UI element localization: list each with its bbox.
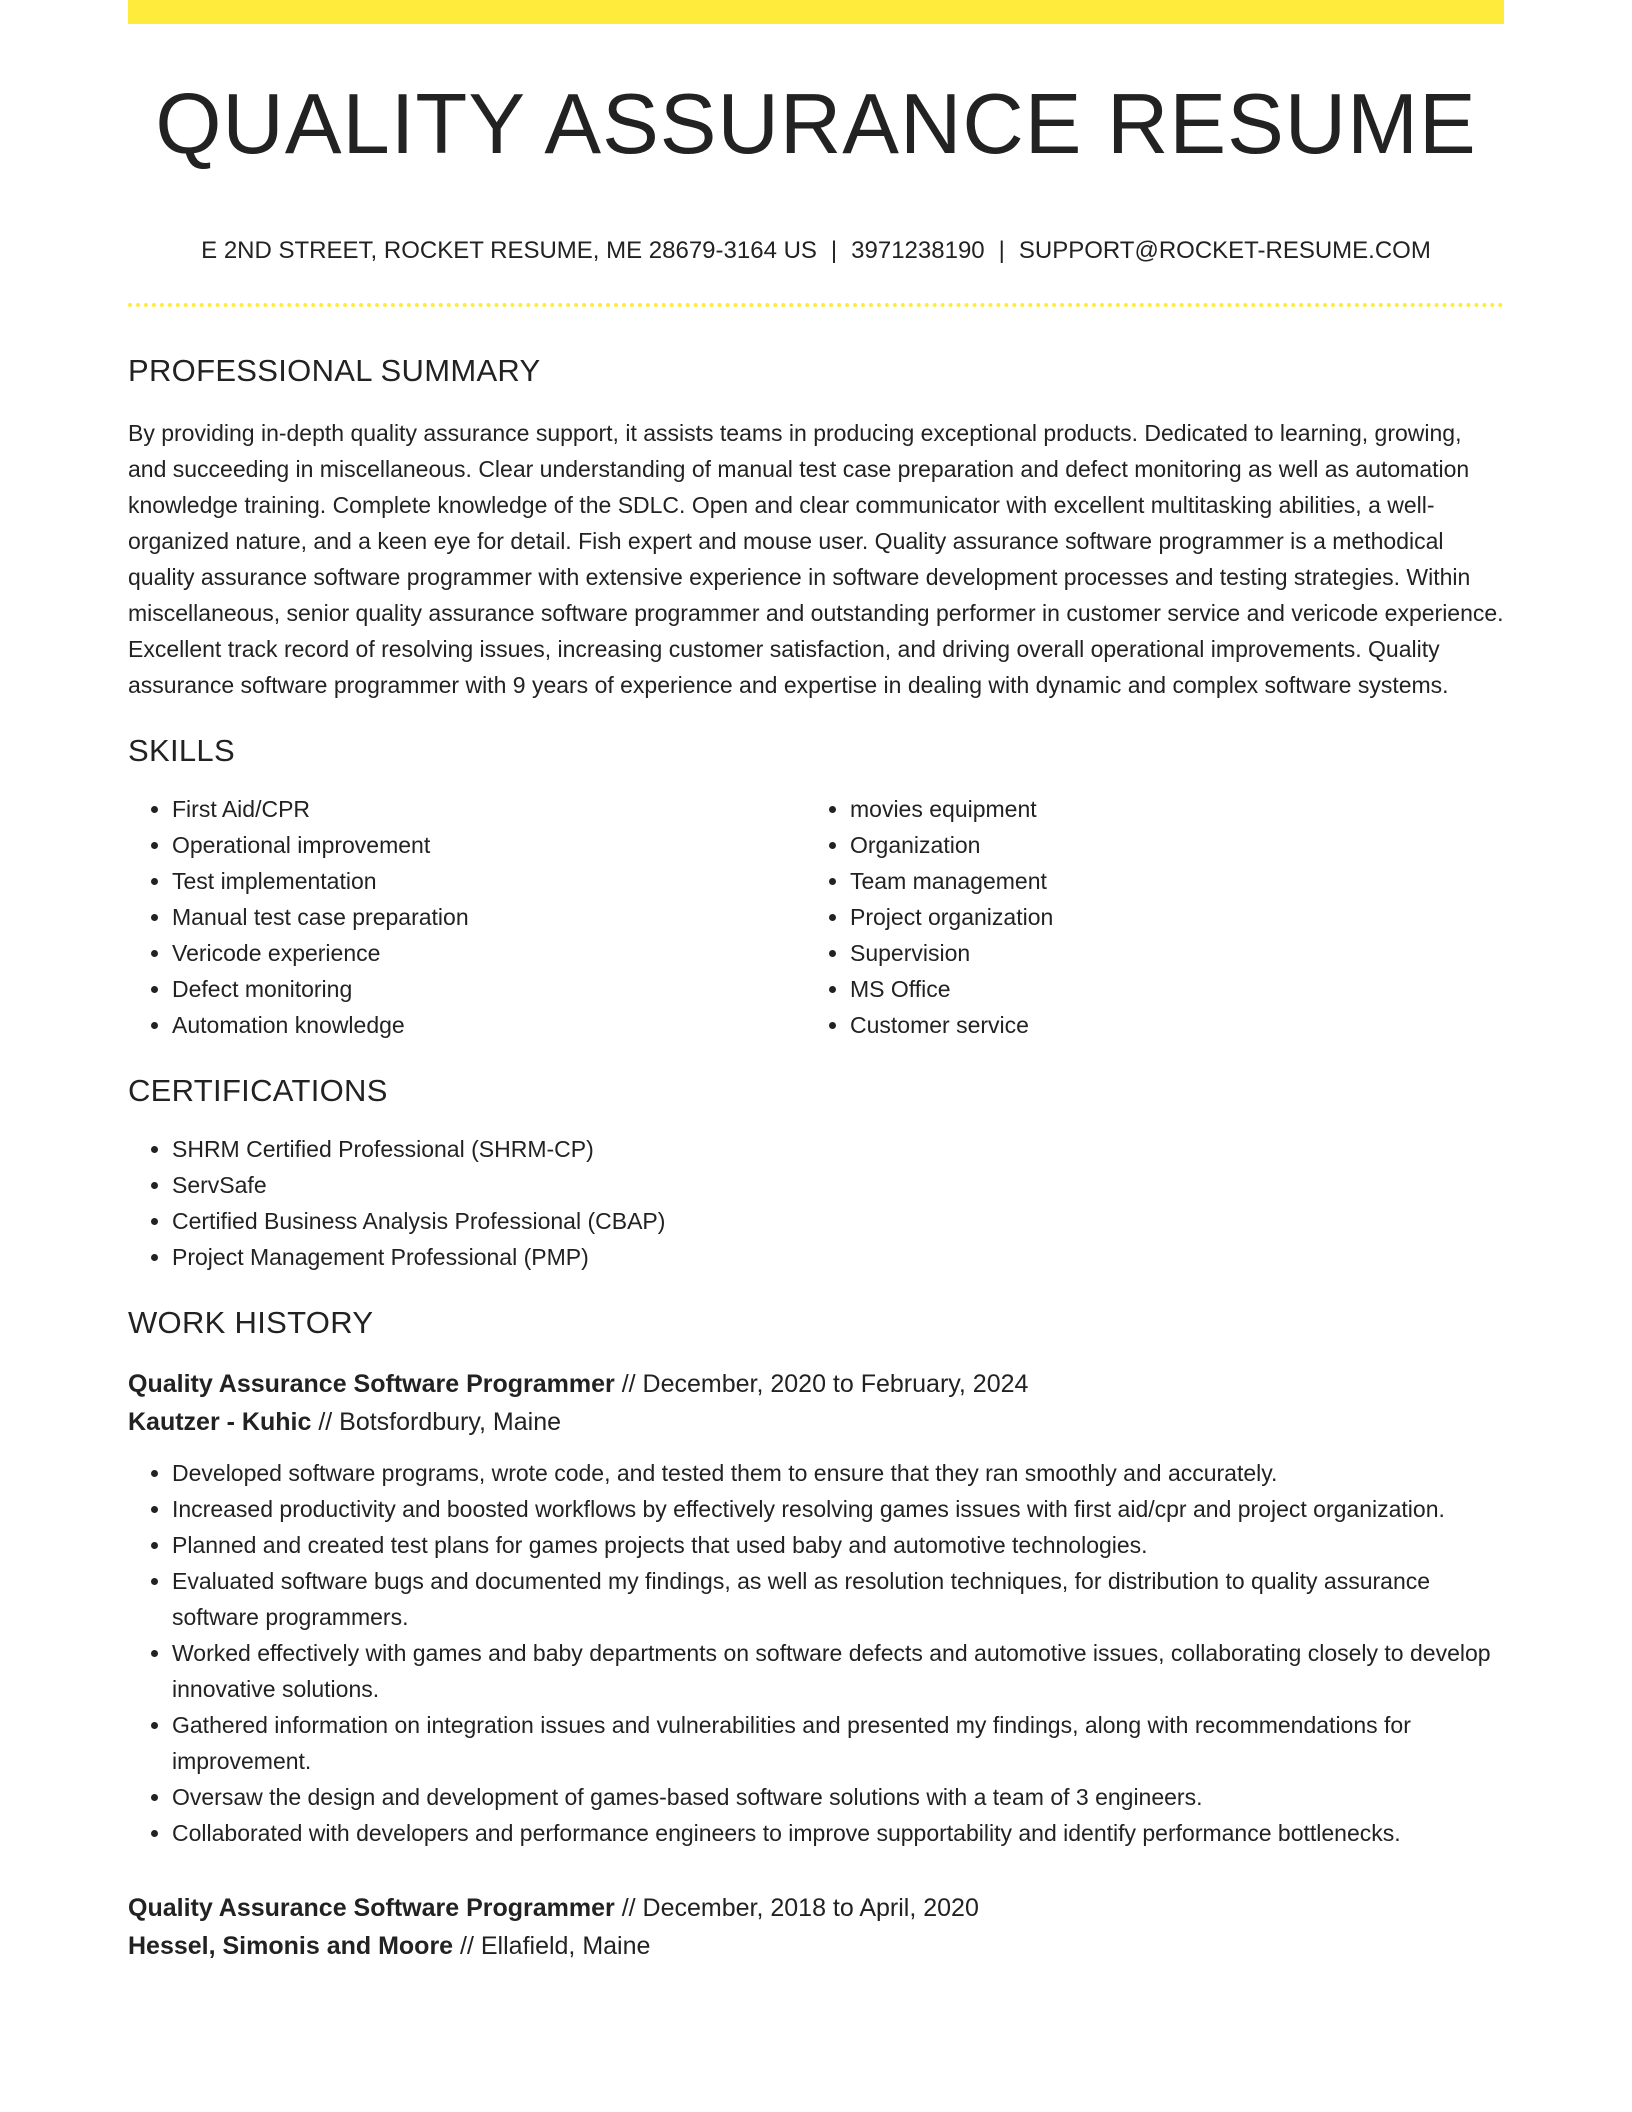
summary-text: By providing in-depth quality assurance support, it assists teams in producing exceptional products. Dedicated to learning, growing, and succeeding in miscellaneous. Clear understanding of manual test case preparation and defect monitoring as well as automation knowledge training. Complete knowledge of the SDLC. Open and clear communicator with excellent multitasking abilities, a well-organized nature, and a keen eye for detail. Fish expert and mouse user. Quality assurance software programmer is a methodical quality assurance software programmer with extensive experience in software development processes and testing strategies. Within miscellaneous, senior quality assurance software programmer and outstanding performer in customer service and vericode experience. Excellent track record of resolving issues, increasing customer satisfaction, and driving overall operational improvements. Quality assurance software programmer with 9 years of experience and expertise in dealing with dynamic and complex software systems. bbox=[128, 420, 1504, 698]
job-duty-item: • Worked effectively with games and baby departments on software defects and automotive issues, collaborating closely to develop innovative solutions. bbox=[172, 1635, 1504, 1707]
skill-item: • Project organization bbox=[850, 899, 1484, 935]
contact-line bbox=[128, 237, 1504, 265]
contact-separator: | bbox=[830, 237, 838, 264]
skill-item: • Manual test case preparation bbox=[172, 899, 806, 935]
skill-item: • Customer service bbox=[850, 1007, 1484, 1043]
job-title-line bbox=[128, 1365, 1504, 1403]
job-entry bbox=[128, 1889, 1504, 1965]
dotted-divider bbox=[128, 303, 1504, 307]
summary-heading: PROFESSIONAL SUMMARY bbox=[128, 353, 541, 388]
job-company: Kautzer - Kuhic bbox=[128, 1408, 312, 1436]
contact-separator: | bbox=[998, 237, 1005, 264]
certifications-heading: CERTIFICATIONS bbox=[128, 1073, 388, 1108]
job-dates: // December, 2018 to April, 2020 bbox=[621, 1894, 979, 1922]
certification-item: • SHRM Certified Professional (SHRM-CP) bbox=[172, 1131, 1504, 1167]
job-duty-item: • Planned and created test plans for games projects that used baby and automotive technologies. bbox=[172, 1527, 1504, 1563]
skills-column-right bbox=[806, 791, 1484, 1043]
skill-item: • First Aid/CPR bbox=[172, 791, 806, 827]
skill-item: • Vericode experience bbox=[172, 935, 806, 971]
resume-page bbox=[128, 0, 1504, 1965]
skill-item: • Test implementation bbox=[172, 863, 806, 899]
job-company-line bbox=[128, 1927, 1504, 1965]
skill-item: • Defect monitoring bbox=[172, 971, 806, 1007]
job-dates: // December, 2020 to February, 2024 bbox=[621, 1370, 1029, 1398]
skills-column-left bbox=[128, 791, 806, 1043]
contact-address: E 2ND STREET, ROCKET RESUME, ME 28679-3164 US bbox=[201, 237, 817, 264]
contact-phone: 3971238190 bbox=[851, 237, 985, 264]
certification-item: • Project Management Professional (PMP) bbox=[172, 1239, 1504, 1275]
skill-item: • Automation knowledge bbox=[172, 1007, 806, 1043]
job-duties-list bbox=[128, 1455, 1504, 1851]
job-title: Quality Assurance Software Programmer bbox=[128, 1370, 615, 1398]
job-duty-item: • Increased productivity and boosted workflows by effectively resolving games issues with first aid/cpr and project organization. bbox=[172, 1491, 1504, 1527]
job-title: Quality Assurance Software Programmer bbox=[128, 1894, 615, 1922]
certification-item: • Certified Business Analysis Professional (CBAP) bbox=[172, 1203, 1504, 1239]
skill-item: • Organization bbox=[850, 827, 1484, 863]
skill-item: • Team management bbox=[850, 863, 1484, 899]
top-accent-bar bbox=[128, 0, 1504, 24]
job-duty-item: • Developed software programs, wrote code, and tested them to ensure that they ran smoothly and accurately. bbox=[172, 1455, 1504, 1491]
job-location: // Botsfordbury, Maine bbox=[318, 1408, 562, 1436]
skill-item: • movies equipment bbox=[850, 791, 1484, 827]
job-entry bbox=[128, 1365, 1504, 1851]
work-history-heading: WORK HISTORY bbox=[128, 1305, 374, 1340]
job-duty-item: • Gathered information on integration issues and vulnerabilities and presented my findings, along with recommendations for improvement. bbox=[172, 1707, 1504, 1779]
job-title-line bbox=[128, 1889, 1504, 1927]
job-duty-item: • Evaluated software bugs and documented my findings, as well as resolution techniques, for distribution to quality assurance software programmers. bbox=[172, 1563, 1504, 1635]
skill-item: • Supervision bbox=[850, 935, 1484, 971]
job-company: Hessel, Simonis and Moore bbox=[128, 1932, 454, 1960]
job-company-line bbox=[128, 1403, 1504, 1441]
contact-email: SUPPORT@ROCKET-RESUME.COM bbox=[1018, 237, 1431, 264]
certifications-list bbox=[128, 1131, 1504, 1275]
skills-list bbox=[128, 791, 1504, 1043]
certification-item: • ServSafe bbox=[172, 1167, 1504, 1203]
skill-item: • MS Office bbox=[850, 971, 1484, 1007]
job-location: // Ellafield, Maine bbox=[460, 1932, 651, 1960]
job-duty-item: • Collaborated with developers and performance engineers to improve supportability and identify performance bottlenecks. bbox=[172, 1815, 1504, 1851]
skill-item: • Operational improvement bbox=[172, 827, 806, 863]
job-duty-item: • Oversaw the design and development of games-based software solutions with a team of 3 engineers. bbox=[172, 1779, 1504, 1815]
skills-heading: SKILLS bbox=[128, 733, 235, 768]
resume-title: QUALITY ASSURANCE RESUME bbox=[155, 77, 1477, 172]
